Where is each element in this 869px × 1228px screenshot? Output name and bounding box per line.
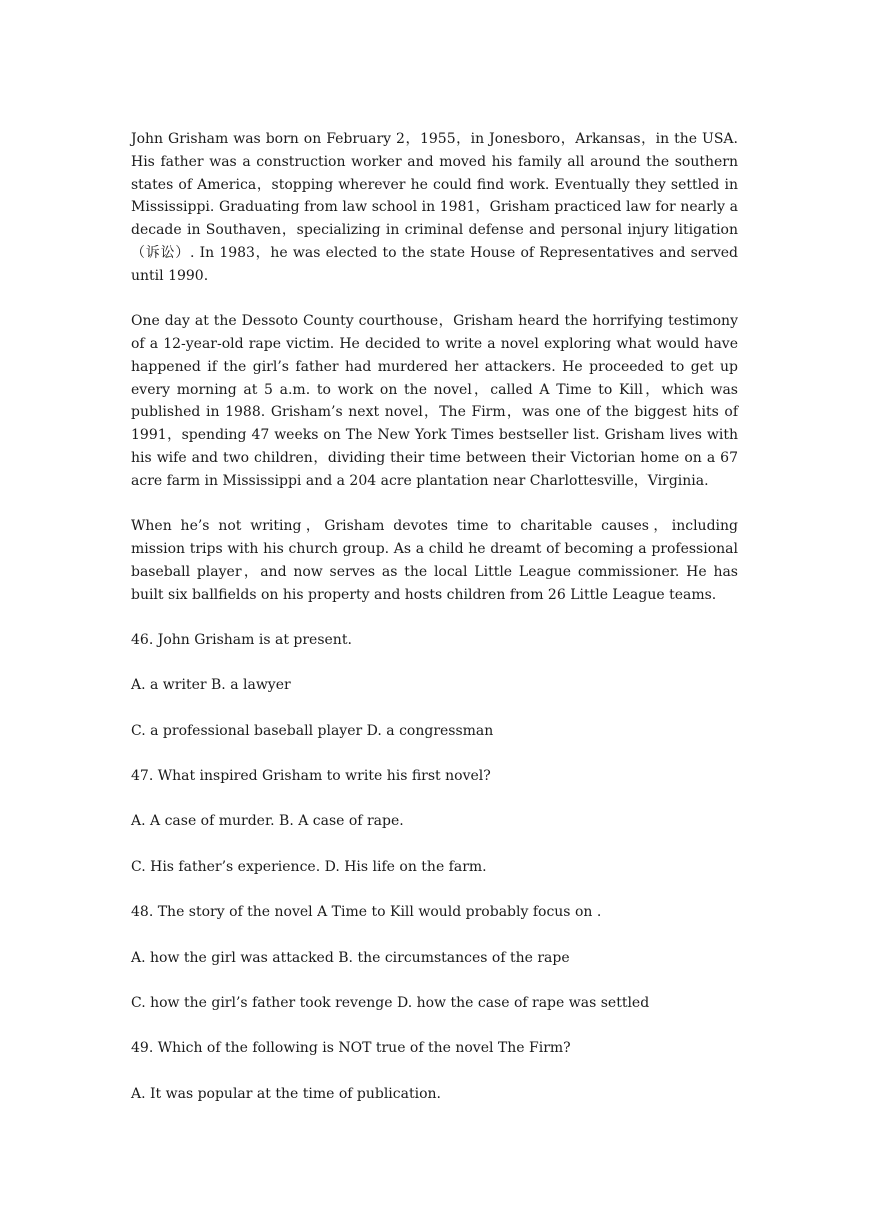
- passage-paragraph-3: When he’s not writing，Grisham devotes time to charitable causes，including mission trips with his church group. As a child he dreamt of becoming a professional baseball player，and now serves as the local Little League commissioner. He has built six ballfields on his property and hosts children from 26 Little League teams.: [131, 518, 738, 603]
- passage-paragraph-1: John Grisham was born on February 2，1955，in Jonesboro，Arkansas，in the USA. His father was a construction worker and moved his family all around the southern states of America，stopping wherever he could find work. Eventually they settled in Mississippi. Graduating from law school in 1981，Grisham practiced law for nearly a decade in Southaven，specializing in criminal defense and personal injury litigation（诉讼）. In 1983，he was elected to the state House of Representatives and served until 1990.: [131, 131, 738, 284]
- question-47-stem: 47. What inspired Grisham to write his first novel?: [131, 768, 491, 785]
- question-48-options-c-d: C. how the girl’s father took revenge D. how the case of rape was settled: [131, 995, 650, 1012]
- question-47-options-a-b: A. A case of murder. B. A case of rape.: [131, 813, 404, 830]
- question-49-option-a: A. It was popular at the time of publication.: [131, 1085, 441, 1102]
- passage-paragraph-2: One day at the Dessoto County courthouse，Grisham heard the horrifying testimony of a 12-year-old rape victim. He decided to write a novel exploring what would have happened if the girl’s father had murdered her attackers. He proceeded to get up every morning at 5 a.m. to work on the novel，called A Time to Kill，which was published in 1988. Grisham’s next novel，The Firm，was one of the biggest hits of 1991，spending 47 weeks on The New York Times bestseller list. Grisham lives with his wife and two children，dividing their time between their Victorian home on a 67 acre farm in Mississippi and a 204 acre plantation near Charlottesville，Virginia.: [131, 313, 738, 489]
- document-body: [131, 128, 738, 1128]
- question-48-stem: 48. The story of the novel A Time to Kill would probably focus on .: [131, 904, 602, 921]
- question-49-stem: 49. Which of the following is NOT true of the novel The Firm?: [131, 1040, 571, 1057]
- question-46-options-c-d: C. a professional baseball player D. a congressman: [131, 722, 494, 739]
- question-46-options-a-b: A. a writer B. a lawyer: [131, 677, 291, 694]
- question-48-options-a-b: A. how the girl was attacked B. the circumstances of the rape: [131, 949, 570, 966]
- question-46-stem: 46. John Grisham is at present.: [131, 631, 352, 648]
- question-47-options-c-d: C. His father’s experience. D. His life on the farm.: [131, 858, 487, 875]
